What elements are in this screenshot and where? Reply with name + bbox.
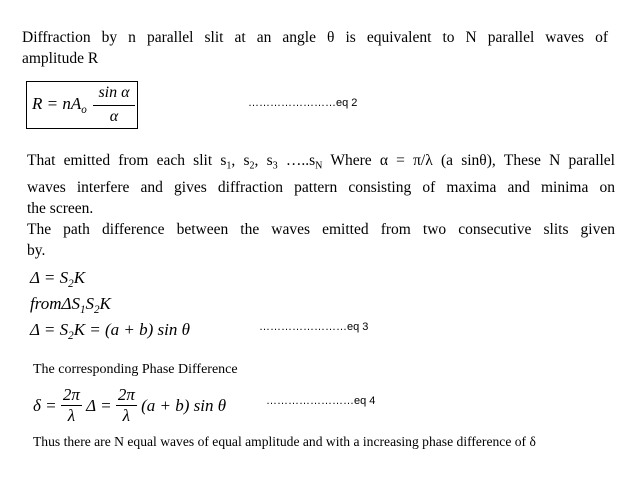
emission-line-1: That emitted from each slit $s_1$, $s_2$, $s_3$ $\dots..s_N$ Where α = π/λ (a sinθ), These N parallel bbox=[27, 152, 615, 172]
phase-frac-1 bbox=[61, 385, 82, 426]
eq3-line-3-b: K = (a + b) sin θ bbox=[73, 320, 190, 339]
emission-paragraph bbox=[27, 150, 615, 261]
emission-line-4: The path difference between the waves emitted from two consecutive slits given bbox=[27, 220, 615, 238]
eq2-denominator: α bbox=[109, 108, 119, 125]
conclusion: Thus there are N equal waves of equal amplitude and with a increasing phase difference of δ bbox=[33, 434, 536, 449]
intro-line-1: Diffraction by n parallel slit at an angle θ is equivalent to N parallel waves of bbox=[22, 29, 608, 46]
sub-s3: 3 bbox=[272, 160, 278, 172]
phase-delta: δ = bbox=[33, 395, 57, 415]
eq3-label: ……………………eq 3 bbox=[259, 321, 369, 333]
eq3-line-3-sub: 2 bbox=[68, 329, 74, 342]
sub-s1: 1 bbox=[226, 160, 232, 172]
phase-mid: Δ = bbox=[86, 395, 112, 415]
eq3-line-2 bbox=[30, 294, 111, 316]
eq3-line-1 bbox=[30, 268, 85, 290]
eq3-line-2-sub1: 1 bbox=[79, 303, 86, 316]
intro-line-2: amplitude R bbox=[22, 50, 99, 67]
intro-paragraph bbox=[22, 27, 608, 69]
eq2-label: ……………………eq 2 bbox=[248, 97, 358, 109]
emission-line-1-rest: Where α = π/λ (a sinθ), These N parallel bbox=[322, 152, 615, 169]
eq4-label: ……………………eq 4 bbox=[266, 395, 376, 407]
eq2-lhs bbox=[32, 94, 87, 116]
eq2-numerator: sin α bbox=[98, 84, 130, 101]
eq3-line-2-b: S bbox=[85, 294, 94, 313]
eq2-fraction-bar bbox=[93, 105, 135, 106]
eq3-line-2-sub2: 2 bbox=[94, 303, 100, 316]
phase-heading: The corresponding Phase Difference bbox=[33, 362, 238, 377]
sub-sN: N bbox=[315, 160, 323, 172]
eq3-line-3-a: Δ = S bbox=[30, 320, 69, 339]
eq2-lhs-text: R = nA bbox=[32, 94, 82, 113]
eq2-box bbox=[26, 81, 138, 129]
phase-frac-2 bbox=[116, 385, 137, 426]
emission-line-5: by. bbox=[27, 241, 46, 259]
phase-frac-2-num: 2π bbox=[117, 385, 135, 404]
sub-s2: 2 bbox=[249, 160, 255, 172]
emission-line-2: waves interfere and gives diffraction pattern consisting of maxima and minima on bbox=[27, 178, 615, 196]
phase-frac-1-den: λ bbox=[61, 405, 82, 426]
eq3-line-1-sub: 2 bbox=[68, 277, 74, 290]
eq2-fraction bbox=[93, 84, 135, 126]
eq3-line-1-a: Δ = S bbox=[30, 268, 69, 287]
phase-frac-1-num: 2π bbox=[62, 385, 80, 404]
eq3-line-2-c: K bbox=[99, 294, 111, 313]
eq3-line-3 bbox=[30, 320, 190, 342]
phase-equation bbox=[33, 385, 226, 429]
eq3-line-1-end: K bbox=[73, 268, 86, 287]
phase-frac-2-den: λ bbox=[116, 405, 137, 426]
emission-line-1a: That emitted from each slit s bbox=[27, 152, 227, 169]
emission-line-3: the screen. bbox=[27, 199, 94, 217]
eq2-lhs-sub: o bbox=[81, 103, 87, 116]
phase-tail: (a + b) sin θ bbox=[141, 395, 227, 415]
eq3-line-2-a: fromΔS bbox=[30, 294, 80, 313]
